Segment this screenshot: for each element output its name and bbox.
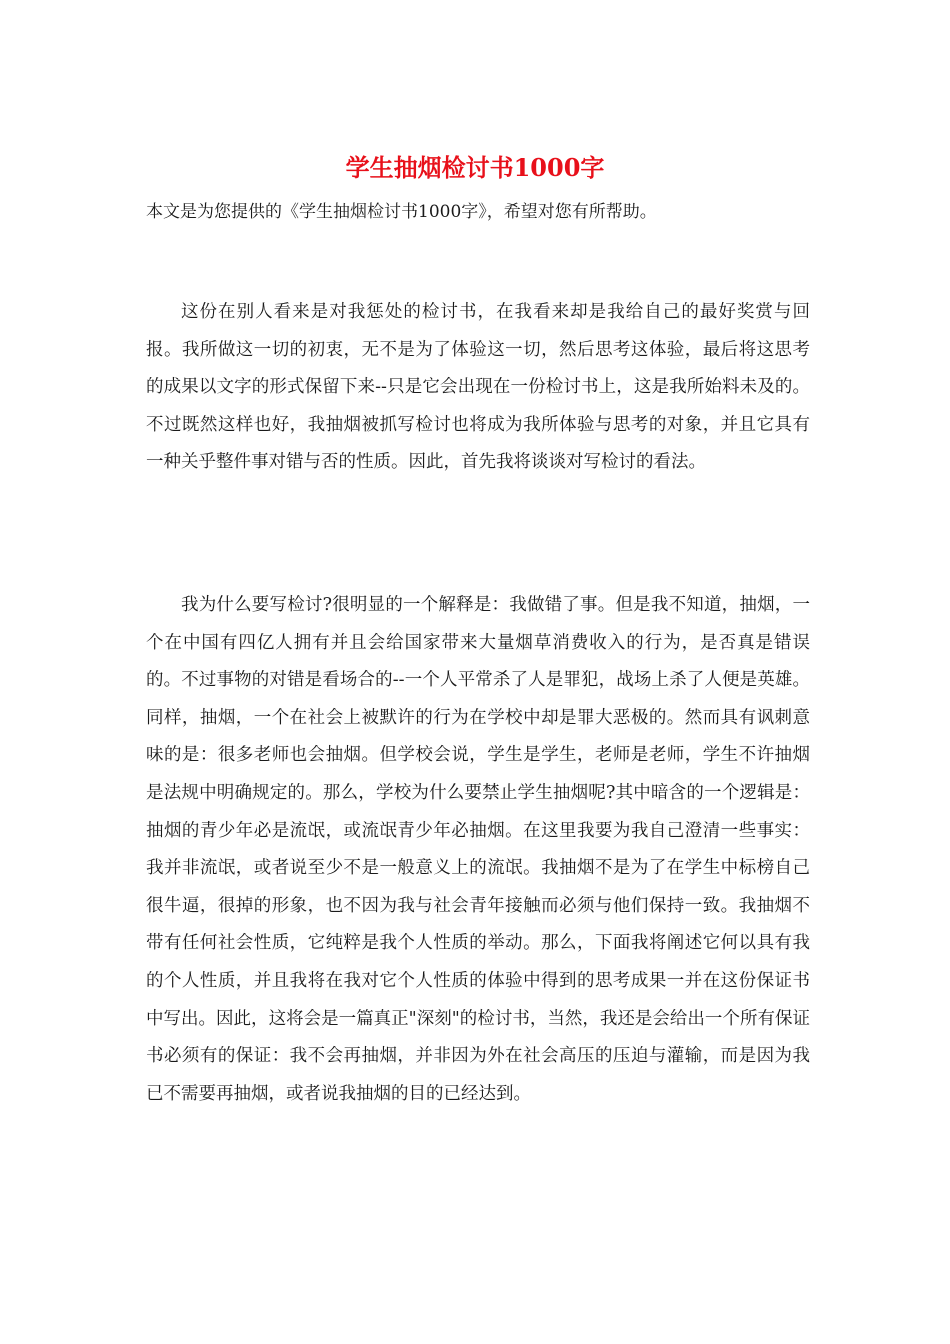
document-title: 学生抽烟检讨书1000字 bbox=[345, 153, 605, 182]
body-paragraph-2: 我为什么要写检讨?很明显的一个解释是：我做错了事。但是我不知道，抽烟，一个在中国有四亿人拥有并且会给国家带来大量烟草消费收入的行为，是否真是错误的。不过事物的对错是看场合的--一个人平常杀了人是罪犯，战场上杀了人便是英雄。同样，抽烟，一个在社会上被默许的行为在学校中却是罪大恶极的。然而具有讽刺意味的是：很多老师也会抽烟。但学校会说，学生是学生，老师是老师，学生不许抽烟是法规中明确规定的。那么，学校为什么要禁止学生抽烟呢?其中暗含的一个逻辑是：抽烟的青少年必是流氓，或流氓青少年必抽烟。在这里我要为我自己澄清一些事实：我并非流氓，或者说至少不是一般意义上的流氓。我抽烟不是为了在学生中标榜自己很牛逼，很掉的形象，也不因为我与社会青年接触而必须与他们保持一致。我抽烟不带有任何社会性质，它纯粹是我个人性质的举动。那么，下面我将阐述它何以具有我的个人性质，并且我将在我对它个人性质的体验中得到的思考成果一并在这份保证书中写出。因此，这将会是一篇真正"深刻"的检讨书，当然，我还是会给出一个所有保证书必须有的保证：我不会再抽烟，并非因为外在社会高压的压迫与灌输，而是因为我已不需要再抽烟，或者说我抽烟的目的已经达到。 bbox=[146, 595, 810, 1104]
intro-text: 本文是为您提供的《学生抽烟检讨书1000字》，希望对您有所帮助。 bbox=[146, 202, 657, 222]
body-paragraph-1: 这份在别人看来是对我惩处的检讨书，在我看来却是我给自己的最好奖赏与回报。我所做这一切的初衷，无不是为了体验这一切，然后思考这体验，最后将这思考的成果以文字的形式保留下来--只是它会出现在一份检讨书上，这是我所始料未及的。不过既然这样也好，我抽烟被抓写检讨也将成为我所体验与思考的对象，并且它具有一种关乎整件事对错与否的性质。因此，首先我将谈谈对写检讨的看法。 bbox=[146, 302, 810, 473]
